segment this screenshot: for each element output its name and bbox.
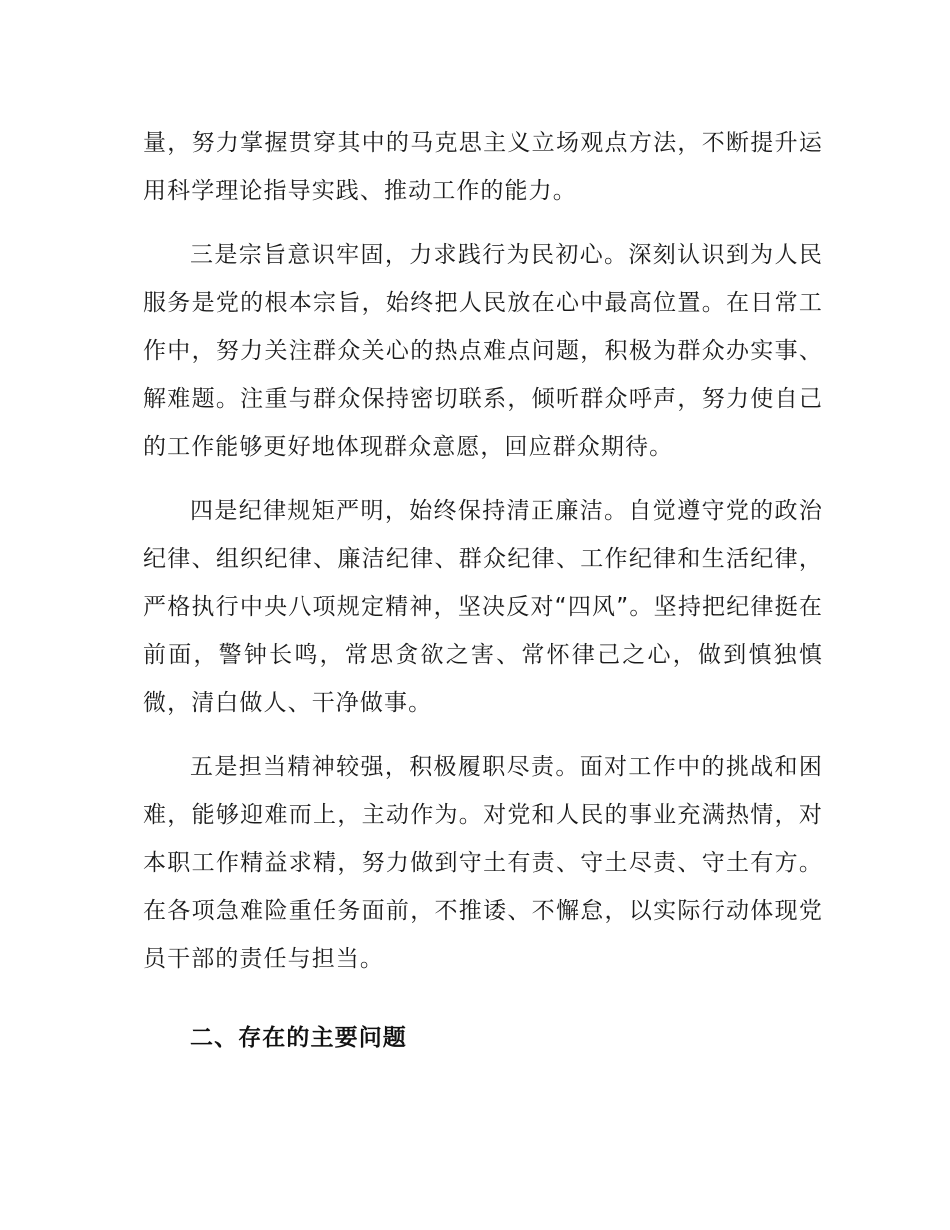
paragraph-purpose-awareness: 三是宗旨意识牢固，力求践行为民初心。深刻认识到为人民服务是党的根本宗旨，始终把人民放在心中最高位置。在日常工作中，努力关注群众关心的热点难点问题，积极为群众办实事、解难题。注重与群众保持密切联系，倾听群众呼声，努力使自己的工作能够更好地体现群众意愿，回应群众期待。 (143, 242, 823, 460)
paragraph-continued-theory: 量，努力掌握贯穿其中的马克思主义立场观点方法，不断提升运用科学理论指导实践、推动工作的能力。 (143, 130, 823, 204)
section-heading-main-problems: 二、存在的主要问题 (190, 1024, 407, 1050)
document-page (143, 119, 823, 1061)
paragraph-discipline: 四是纪律规矩严明，始终保持清正廉洁。自觉遵守党的政治纪律、组织纪律、廉洁纪律、群众纪律、工作纪律和生活纪律，严格执行中央八项规定精神，坚决反对“四风”。坚持把纪律挺在前面，警钟长鸣，常思贪欲之害、常怀律己之心，做到慎独慎微，清白做人、干净做事。 (143, 498, 823, 716)
paragraph-responsibility: 五是担当精神较强，积极履职尽责。面对工作中的挑战和困难，能够迎难而上，主动作为。对党和人民的事业充满热情，对本职工作精益求精，努力做到守土有责、守土尽责、守土有方。在各项急难险重任务面前，不推诿、不懈怠，以实际行动体现党员干部的责任与担当。 (143, 754, 823, 972)
